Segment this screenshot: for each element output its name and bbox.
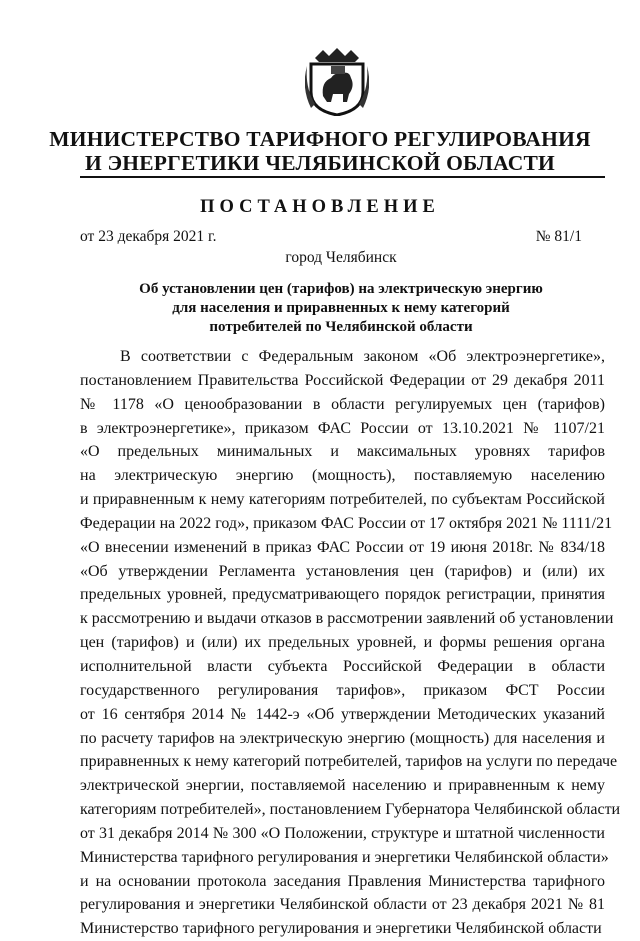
body-line: предельных уровней, предусматривающего порядок регистрации, принятия [80,586,605,604]
body-line: Федерации на 2022 год», приказом ФАС России от 17 октября 2021 № 1111/21 [80,514,613,532]
body-line: на электрическую энергию (мощность), поставляемую населению [80,467,605,485]
document-type: ПОСТАНОВЛЕНИЕ [200,197,440,217]
body-line: по расчету тарифов на электрическую энергию (мощность) для населения и [80,729,605,747]
body-line: исполнительной власти субъекта Российской Федерации в области [80,657,605,675]
document-date: от 23 декабря 2021 г. [80,228,217,245]
body-line: электрической энергии, поставляемой населению и приравненным к нему [80,777,605,795]
body-line: от 31 декабря 2014 № 300 «О Положении, структуре и штатной численности [80,824,605,842]
body-line: и на основании протокола заседания Правления Министерства тарифного [80,872,605,890]
body-line: Министерство тарифного регулирования и энергетики Челябинской области [80,920,602,938]
body-line: категориям потребителей», постановлением Губернатора Челябинской области [80,801,621,819]
ministry-name-line-1: МИНИСТЕРСТВО ТАРИФНОГО РЕГУЛИРОВАНИЯ [49,127,591,151]
body-line: «О внесении изменений в приказ ФАС России от 19 июня 2018г. № 834/18 [80,538,605,556]
body-line: от 16 сентября 2014 № 1442-э «Об утверждении Методических указаний [80,705,605,723]
ministry-name-line-2: И ЭНЕРГЕТИКИ ЧЕЛЯБИНСКОЙ ОБЛАСТИ [85,151,555,175]
body-line: постановлением Правительства Российской Федерации от 29 декабря 2011 [80,371,605,389]
document-city: город Челябинск [285,249,397,266]
body-line: в электроэнергетике», приказом ФАС России от 13.10.2021 № 1107/21 [80,419,605,437]
body-line: государственного регулирования тарифов», приказом ФСТ России [80,681,605,699]
body-line: № 1178 «О ценообразовании в области регулируемых цен (тарифов) [80,395,605,413]
document-body [80,345,621,941]
body-line: регулирования и энергетики Челябинской области от 23 декабря 2021 № 81 [80,896,605,914]
coat-of-arms-emblem [305,48,369,116]
body-line: цен (тарифов) и (или) их предельных уровней, и формы решения органа [80,634,605,652]
document-subject [0,280,640,337]
body-line: к рассмотрению и выдачи отказов в рассмотрении заявлений об установлении [80,610,614,628]
body-line: приравненных к нему категорий потребителей, тарифов на услуги по передаче [80,753,618,771]
body-line: «Об утверждении Регламента установления цен (тарифов) и (или) их [80,562,605,580]
header-divider [80,176,605,178]
body-line: Министерства тарифного регулирования и энергетики Челябинской области» [80,848,609,866]
body-line: «О предельных минимальных и максимальных уровнях тарифов [80,443,605,461]
subject-line: потребителей по Челябинской области [209,319,473,335]
body-line: В соответствии с Федеральным законом «Об электроэнергетике», [120,348,605,365]
subject-line: Об установлении цен (тарифов) на электрическую энергию [139,281,543,297]
subject-line: для населения и приравненных к нему категорий [172,300,510,316]
document-number: № 81/1 [535,228,582,245]
body-line: и приравненным к нему категориям потребителей, по субъектам Российской [80,491,605,509]
